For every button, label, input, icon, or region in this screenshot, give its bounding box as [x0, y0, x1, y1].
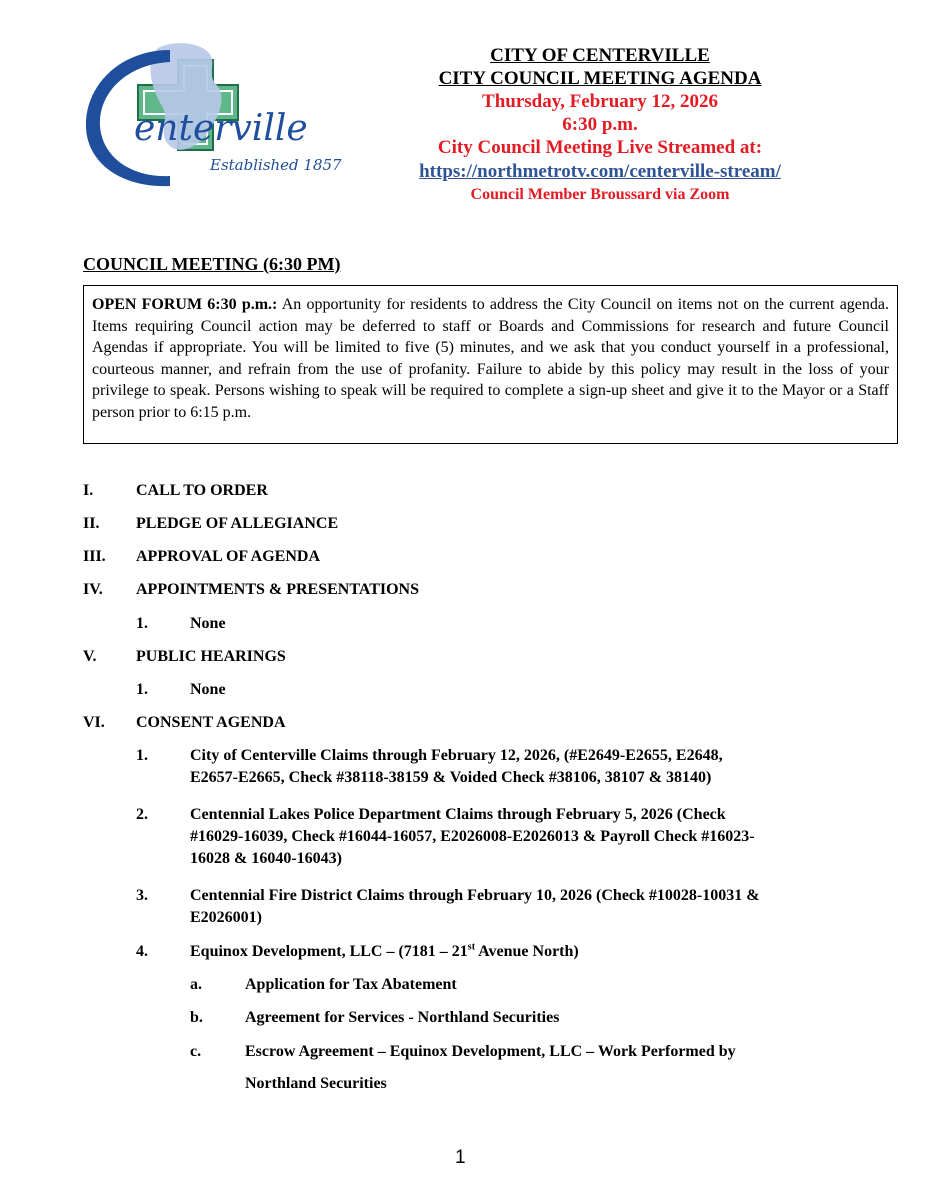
subitem-line: City of Centerville Claims through February 12, 2026, (#E2649-E2655, E2648, [190, 747, 723, 764]
subitem-line: Centennial Lakes Police Department Claims through February 5, 2026 (Check [190, 806, 726, 823]
subitem-text: Avenue North) [475, 943, 579, 960]
subitem-letter: a. [190, 976, 202, 993]
item-label: APPOINTMENTS & PRESENTATIONS [136, 581, 419, 598]
subitem-line: 16028 & 16040-16043) [190, 850, 342, 867]
subitem-number: 4. [136, 943, 148, 960]
agenda-title: CITY COUNCIL MEETING AGENDA [438, 68, 762, 89]
subitem-label: None [190, 681, 226, 698]
meeting-date: Thursday, February 12, 2026 [482, 91, 718, 112]
item-number: II. [83, 515, 100, 532]
agenda-header [380, 44, 820, 206]
open-forum-label: OPEN FORUM 6:30 p.m.: [92, 296, 278, 313]
subitem-line: E2026001) [190, 909, 262, 926]
stream-link[interactable]: https://northmetrotv.com/centerville-stream/ [419, 161, 781, 182]
item-number: IV. [83, 581, 103, 598]
city-logo [78, 40, 348, 190]
item-number: I. [83, 482, 94, 499]
subitem-line: Escrow Agreement – Equinox Development, LLC – Work Performed by [245, 1043, 736, 1060]
subitem-text: Equinox Development, LLC – (7181 – 21 [190, 943, 468, 960]
subitem-number: 1. [136, 615, 148, 632]
page-number: 1 [455, 1147, 466, 1168]
subitem-number: 1. [136, 681, 148, 698]
subitem-label: None [190, 615, 226, 632]
open-forum-text: An opportunity for residents to address the City Council on items not on the current agenda. Items requiring Council action may be deferred to staff or Boards and Commissions for research and future Council Agendas if appropriate. You will be limited to five (5) minutes, and we ask that you conduct yourself in a professional, courteous manner, and refrain from the use of profanity. Failure to abide by this policy may result in the loss of your privilege to speak. Persons wishing to speak will be required to complete a sign-up sheet and give it to the Mayor or a Staff person prior to 6:15 p.m. [92, 296, 889, 421]
open-forum-box [83, 285, 898, 444]
city-name: CITY OF CENTERVILLE [490, 45, 710, 66]
subitem-label: Application for Tax Abatement [245, 976, 457, 993]
subitem-letter: c. [190, 1043, 202, 1060]
subitem-label: Agreement for Services - Northland Securities [245, 1009, 560, 1026]
section-title: COUNCIL MEETING (6:30 PM) [83, 254, 341, 274]
item-number: V. [83, 648, 97, 665]
stream-label: City Council Meeting Live Streamed at: [437, 137, 763, 158]
subitem-number: 1. [136, 747, 148, 764]
ordinal-suffix: st [467, 941, 476, 953]
item-label: PUBLIC HEARINGS [136, 648, 286, 665]
subitem-line: Centennial Fire District Claims through February 10, 2026 (Check #10028-10031 & [190, 887, 760, 904]
item-label: CALL TO ORDER [136, 482, 268, 499]
logo-established: Established 1857 [210, 156, 342, 174]
item-label: CONSENT AGENDA [136, 714, 286, 731]
subitem-letter: b. [190, 1009, 203, 1026]
item-number: VI. [83, 714, 105, 731]
logo-wordmark: enterville [134, 108, 308, 149]
subitem-line: E2657-E2665, Check #38118-38159 & Voided Check #38106, 38107 & 38140) [190, 769, 712, 786]
meeting-time: 6:30 p.m. [562, 114, 638, 135]
subitem-number: 2. [136, 806, 148, 823]
subitem-line [190, 941, 579, 963]
zoom-note: Council Member Broussard via Zoom [470, 186, 730, 203]
item-label: PLEDGE OF ALLEGIANCE [136, 515, 339, 532]
item-label: APPROVAL OF AGENDA [136, 548, 321, 565]
item-number: III. [83, 548, 106, 565]
subitem-number: 3. [136, 887, 148, 904]
logo-name [134, 108, 308, 149]
subitem-line: Northland Securities [245, 1075, 387, 1092]
subitem-line: #16029-16039, Check #16044-16057, E2026008-E2026013 & Payroll Check #16023- [190, 828, 755, 845]
